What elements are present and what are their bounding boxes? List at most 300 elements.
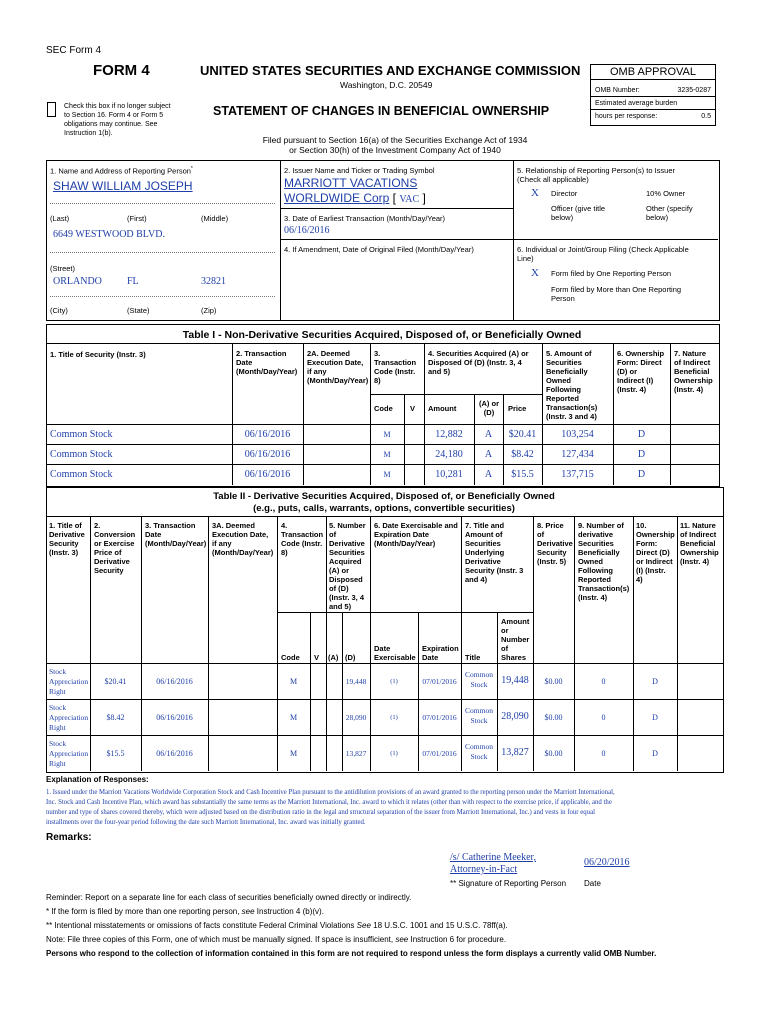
t2-col-conversion bbox=[94, 521, 135, 575]
footer-text: Note: File three copies of this Form, one of which must be manually signed. If space is insufficient, bbox=[46, 935, 396, 944]
divider bbox=[310, 612, 311, 771]
signature-block bbox=[450, 852, 536, 876]
header-line: Form: bbox=[636, 539, 658, 548]
divider bbox=[90, 516, 91, 771]
footer-italic: see bbox=[395, 935, 409, 944]
street-label: (Street) bbox=[50, 264, 76, 273]
box5-label-line: (Check all applicable) bbox=[517, 175, 589, 184]
divider bbox=[280, 160, 281, 320]
title-line: Stock bbox=[49, 667, 67, 676]
signature-line: Attorney-in-Fact bbox=[450, 864, 518, 875]
footer-text: * If the form is filed by more than one reporting person, bbox=[46, 907, 242, 916]
box3-label: 3. Date of Earliest Transaction (Month/Day/Year) bbox=[284, 214, 446, 223]
t1-price: $15.5 bbox=[511, 469, 534, 480]
earliest-transaction-date: 06/16/2016 bbox=[284, 225, 330, 236]
header-line: 10. bbox=[636, 521, 647, 530]
t2-derivative-title bbox=[49, 703, 88, 733]
footer-text: Instruction 6 for procedure. bbox=[408, 935, 507, 944]
t2-sub-d: (D) bbox=[345, 653, 356, 662]
header-line: if any bbox=[212, 539, 232, 548]
t1-code: M bbox=[383, 430, 391, 439]
t2-ownership-form: D bbox=[652, 713, 658, 722]
header-line: (D) bbox=[483, 408, 495, 417]
divider bbox=[46, 444, 719, 445]
t2-conversion-price: $15.5 bbox=[106, 749, 125, 758]
divider bbox=[280, 239, 718, 240]
t2-exercisable-footnote: (1) bbox=[390, 714, 398, 721]
header-line: Securities bbox=[465, 539, 501, 548]
header-line: Reported bbox=[546, 394, 579, 403]
header-line: Underlying bbox=[465, 548, 505, 557]
box1-label bbox=[50, 166, 193, 176]
t1-amount: 12,882 bbox=[435, 429, 463, 440]
header-line: 11. Nature bbox=[680, 521, 716, 530]
divider bbox=[277, 612, 533, 613]
title-line: Common bbox=[465, 670, 493, 679]
header-line: Beneficial bbox=[680, 539, 716, 548]
commission-address: Washington, D.C. 20549 bbox=[340, 80, 433, 90]
header-line: Transaction bbox=[281, 530, 324, 539]
t1-transaction-date: 06/16/2016 bbox=[244, 429, 291, 440]
t1-a-or-d: A bbox=[484, 429, 493, 440]
header-line: 2A. Deemed bbox=[307, 349, 350, 358]
title-line: Right bbox=[49, 723, 66, 732]
header-line: 6. Ownership bbox=[617, 349, 665, 358]
header-line: Transaction(s) bbox=[578, 584, 630, 593]
divider bbox=[613, 343, 614, 485]
header-line: Shares bbox=[501, 653, 527, 662]
t2-underlying-title bbox=[461, 670, 497, 690]
header-line: Security bbox=[537, 548, 567, 557]
divider bbox=[208, 516, 209, 771]
header-line: (I) (Instr. bbox=[636, 566, 666, 575]
remarks-title: Remarks: bbox=[46, 832, 92, 843]
divider bbox=[461, 516, 462, 771]
t2-expiration: 07/01/2016 bbox=[422, 749, 457, 758]
t2-sub-amount-shares bbox=[501, 617, 529, 662]
header-line: Ownership bbox=[636, 530, 675, 539]
t2-expiration: 07/01/2016 bbox=[422, 713, 457, 722]
header-line: 3. Transaction bbox=[145, 521, 196, 530]
more-reporting-persons-label bbox=[551, 285, 681, 303]
issuer-name-line1-link[interactable]: MARRIOTT VACATIONS bbox=[284, 176, 418, 190]
header-line: or Exercise bbox=[94, 539, 135, 548]
commission-title: UNITED STATES SECURITIES AND EXCHANGE COMMISSION bbox=[200, 63, 581, 78]
other-label-line: below) bbox=[646, 213, 669, 222]
officer-label bbox=[551, 204, 605, 222]
header-line: Beneficially bbox=[578, 548, 620, 557]
t1-amount: 24,180 bbox=[435, 449, 463, 460]
other-label-line: Other (specify bbox=[646, 204, 693, 213]
t1-amount: 10,281 bbox=[435, 469, 463, 480]
header-line: if any bbox=[307, 367, 327, 376]
header-line: 5. Number bbox=[329, 521, 366, 530]
first-label: (First) bbox=[127, 214, 147, 223]
omb-hours-label: hours per response: bbox=[595, 113, 658, 120]
issuer-name-line2-link[interactable]: WORLDWIDE Corp bbox=[284, 191, 390, 205]
header-line: 7. Nature bbox=[674, 349, 707, 358]
ten-percent-owner-label: 10% Owner bbox=[646, 189, 686, 198]
title-line: Appreciation bbox=[49, 749, 89, 758]
t1-ownership-form: D bbox=[637, 429, 646, 440]
t2-ownership-form: D bbox=[652, 749, 658, 758]
t2-disposed: 19,448 bbox=[345, 677, 367, 686]
divider bbox=[370, 394, 542, 395]
t2-col-ownership-form bbox=[636, 521, 675, 584]
header-line: (Instr. 4) bbox=[674, 385, 704, 394]
t1-transaction-date: 06/16/2016 bbox=[244, 449, 291, 460]
checkbox-text-line: Check this box if no longer subject bbox=[64, 103, 171, 110]
t2-transaction-date: 06/16/2016 bbox=[156, 713, 193, 722]
t1-price: $20.41 bbox=[508, 429, 537, 440]
more-label-line: Form filed by More than One Reporting bbox=[551, 285, 682, 294]
divider bbox=[533, 516, 534, 771]
divider bbox=[46, 699, 723, 700]
divider bbox=[46, 343, 719, 344]
box6-label-line: Line) bbox=[517, 254, 534, 263]
explanation-line: 1. Issued under the Marriott Vacations Worldwide Corporation Stock and Cash Incentive Plan pursuant to the antidilution provisions of an award granted to the reporting person under the Marriott International, bbox=[46, 789, 615, 796]
t2-col-exercisable bbox=[374, 521, 458, 548]
t2-number-owned: 0 bbox=[601, 713, 606, 722]
header-line: Securities bbox=[578, 539, 614, 548]
header-line: Date bbox=[374, 644, 391, 653]
t2-conversion-price: $8.42 bbox=[106, 713, 125, 722]
checkbox-text-line: obligations may continue. See bbox=[64, 121, 158, 128]
header-line: (Instr. 4) bbox=[617, 385, 647, 394]
divider bbox=[574, 516, 575, 771]
divider bbox=[46, 464, 719, 465]
header-line: Form: Direct bbox=[617, 358, 662, 367]
divider bbox=[418, 612, 419, 771]
omb-number: 3235-0287 bbox=[677, 87, 711, 94]
t2-sub-title: Title bbox=[465, 653, 481, 662]
footer-text: ** Intentional misstatements or omissions of facts constitute Federal Criminal Violations bbox=[46, 921, 357, 930]
header-line: Date bbox=[236, 358, 253, 367]
header-line: of Indirect bbox=[680, 530, 717, 539]
header-line: of Indirect bbox=[674, 358, 711, 367]
footer-note bbox=[46, 935, 506, 944]
t2-underlying-shares: 13,827 bbox=[501, 747, 529, 758]
box2-label: 2. Issuer Name and Ticker or Trading Symbol bbox=[284, 166, 435, 175]
t2-col-transaction-code bbox=[281, 521, 323, 557]
header-line: Following bbox=[578, 566, 613, 575]
t2-code: M bbox=[289, 677, 298, 686]
t2-derivative-price: $0.00 bbox=[544, 713, 563, 722]
form-4-title: FORM 4 bbox=[93, 62, 150, 79]
omb-divider bbox=[591, 109, 715, 110]
header-line: Owned bbox=[578, 557, 604, 566]
footer-italic: See bbox=[356, 921, 371, 930]
t2-ownership-form: D bbox=[652, 677, 658, 686]
header-line: Derivative bbox=[94, 557, 130, 566]
header-line: 3A. Deemed bbox=[212, 521, 255, 530]
header-line: 8. Price bbox=[537, 521, 564, 530]
header-line: derivative bbox=[578, 530, 614, 539]
header-line: Derivative bbox=[465, 557, 501, 566]
title-line: Right bbox=[49, 687, 66, 696]
t2-col-deemed-date bbox=[212, 521, 273, 557]
header-line: Expiration bbox=[422, 644, 459, 653]
omb-divider bbox=[591, 96, 715, 97]
omb-number-label: OMB Number: bbox=[595, 87, 640, 94]
divider bbox=[50, 252, 275, 253]
t2-underlying-title bbox=[461, 742, 497, 762]
divider bbox=[670, 343, 671, 485]
t1-sub-code: Code bbox=[374, 404, 393, 413]
t2-exercisable-footnote: (1) bbox=[390, 678, 398, 685]
t1-security-title: Common Stock bbox=[50, 429, 113, 440]
t2-derivative-price: $0.00 bbox=[544, 677, 563, 686]
box1-label-text: 1. Name and Address of Reporting Person bbox=[50, 166, 191, 176]
header-line: Code (Instr. bbox=[281, 539, 323, 548]
header-line: 7. Title and bbox=[465, 521, 505, 530]
divider bbox=[326, 516, 327, 771]
director-label: Director bbox=[551, 189, 578, 198]
one-reporting-person-checkmark: X bbox=[531, 267, 539, 279]
no-longer-subject-checkbox[interactable] bbox=[47, 102, 56, 117]
title-line: Common bbox=[465, 742, 493, 751]
header-line: 6. Date Exercisable and bbox=[374, 521, 458, 530]
reporting-person-name-link[interactable]: SHAW WILLIAM JOSEPH bbox=[53, 179, 193, 193]
t1-sub-price: Price bbox=[508, 404, 527, 413]
divider bbox=[370, 343, 371, 485]
divider bbox=[280, 208, 513, 209]
table-1-title: Table I - Non-Derivative Securities Acquired, Disposed of, or Beneficially Owned bbox=[182, 329, 582, 341]
t1-sub-a-or-d bbox=[475, 399, 503, 417]
title-line: Stock bbox=[470, 716, 488, 725]
divider bbox=[50, 203, 275, 204]
t1-col-transaction-date bbox=[236, 349, 297, 376]
filed-pursuant-2: or Section 30(h) of the Investment Company Act of 1940 bbox=[289, 145, 501, 155]
t1-owned: 127,434 bbox=[561, 449, 594, 460]
header-line: 8) bbox=[374, 376, 381, 385]
statement-title: STATEMENT OF CHANGES IN BENEFICIAL OWNERSHIP bbox=[213, 104, 550, 118]
t2-number-owned: 0 bbox=[601, 677, 606, 686]
state-label: (State) bbox=[127, 306, 150, 315]
header-line: Securities bbox=[546, 358, 582, 367]
header-line: Amount bbox=[501, 617, 530, 626]
divider bbox=[232, 343, 233, 485]
divider bbox=[633, 516, 634, 771]
box1-asterisk: * bbox=[190, 166, 193, 172]
header-line: Ownership bbox=[674, 376, 713, 385]
t2-underlying-title bbox=[461, 706, 497, 726]
checkbox-instructions bbox=[64, 102, 171, 138]
header-line: 8) bbox=[281, 548, 288, 557]
divider bbox=[46, 735, 723, 736]
header-line: (Month/Day/Year) bbox=[212, 548, 274, 557]
ticker-symbol: VAC bbox=[399, 194, 420, 205]
header-line: Beneficial bbox=[674, 367, 710, 376]
header-line: (Month/Day/Year) bbox=[307, 376, 369, 385]
t2-transaction-date: 06/16/2016 bbox=[156, 677, 193, 686]
t2-sub-a: (A) bbox=[328, 653, 339, 662]
t2-col-transaction-date bbox=[145, 521, 206, 548]
t1-code: M bbox=[383, 450, 391, 459]
header-line: Reported bbox=[578, 575, 611, 584]
t2-col-number-derivative bbox=[329, 521, 366, 611]
explanation-title: Explanation of Responses: bbox=[46, 775, 149, 784]
header-line: Security bbox=[94, 566, 124, 575]
director-checkmark: X bbox=[531, 187, 539, 199]
omb-burden-label: Estimated average burden bbox=[595, 100, 678, 107]
t2-col-number-owned bbox=[578, 521, 629, 602]
divider bbox=[46, 663, 723, 664]
t2-col-price bbox=[537, 521, 573, 566]
header-line: 3. bbox=[374, 349, 381, 358]
header-line: Transaction(s) bbox=[546, 403, 598, 412]
footer-misstatements bbox=[46, 921, 508, 930]
footer-reminder: Reminder: Report on a separate line for each class of securities beneficially owned directly or indirectly. bbox=[46, 893, 412, 902]
explanation-line: Inc. Stock and Cash Incentive Plan, which award has substantially the same terms as the Marriott International, Inc. award to which it relates (other than with respect to the exercise price, if applicable, and the bbox=[46, 799, 612, 806]
table-2-subtitle: (e.g., puts, calls, warrants, options, convertible securities) bbox=[253, 503, 515, 514]
header-line: (Month/Day/Year) bbox=[236, 367, 298, 376]
t2-sub-date-exercisable bbox=[374, 644, 416, 662]
header-line: Expiration Date bbox=[374, 530, 430, 539]
t2-conversion-price: $20.41 bbox=[104, 677, 127, 686]
t2-underlying-shares: 19,448 bbox=[501, 675, 529, 686]
table-2-title: Table II - Derivative Securities Acquired, Disposed of, or Beneficially Owned bbox=[213, 491, 555, 502]
header-line: (A) or bbox=[479, 399, 499, 408]
header-line: (Instr. 5) bbox=[537, 557, 567, 566]
header-line: Disposed Of (D) (Instr. 3, 4 bbox=[428, 358, 522, 367]
divider bbox=[370, 516, 371, 771]
t2-code: M bbox=[289, 749, 298, 758]
explanation-footnote-1 bbox=[46, 788, 726, 828]
header-line: Code (Instr. bbox=[374, 367, 416, 376]
header-line: Derivative bbox=[49, 530, 85, 539]
city-value: ORLANDO bbox=[53, 276, 102, 287]
header-line: Date bbox=[145, 530, 162, 539]
filed-pursuant-1: Filed pursuant to Section 16(a) of the Securities Exchange Act of 1934 bbox=[262, 135, 528, 145]
title-line: Stock bbox=[49, 703, 67, 712]
t2-disposed: 13,827 bbox=[345, 749, 367, 758]
t1-col-amount-owned bbox=[546, 349, 597, 421]
header-line: 4. bbox=[281, 521, 288, 530]
t1-col-nature bbox=[674, 349, 713, 394]
header-line: (Instr. 4) bbox=[578, 593, 608, 602]
t2-exercisable-footnote: (1) bbox=[390, 750, 398, 757]
divider bbox=[50, 296, 275, 297]
checkbox-text-line: to Section 16. Form 4 or Form 5 bbox=[64, 112, 164, 119]
divider bbox=[303, 343, 304, 485]
divider bbox=[46, 516, 723, 517]
title-line: Appreciation bbox=[49, 713, 89, 722]
header-line: of bbox=[537, 530, 545, 539]
footer-text: Instruction 4 (b)(v). bbox=[254, 907, 324, 916]
omb-hours: 0.5 bbox=[701, 113, 711, 120]
state-value: FL bbox=[127, 276, 139, 287]
t1-col-title: 1. Title of Security (Instr. 3) bbox=[50, 350, 146, 359]
t1-col-transaction-code bbox=[374, 349, 416, 385]
header-line: 4) bbox=[636, 575, 643, 584]
t2-number-owned: 0 bbox=[601, 749, 606, 758]
header-line: (Instr. 3) bbox=[49, 548, 79, 557]
header-line: or bbox=[501, 626, 509, 635]
header-line: of bbox=[501, 644, 509, 653]
box6-label-line: 6. Individual or Joint/Group Filing (Check Applicable bbox=[517, 245, 689, 254]
t2-col-title bbox=[49, 521, 85, 557]
t2-expiration: 07/01/2016 bbox=[422, 677, 457, 686]
header-line: (Month/Day/Year) bbox=[145, 539, 207, 548]
title-line: Common bbox=[465, 706, 493, 715]
street-value: 6649 WESTWOOD BLVD. bbox=[53, 229, 165, 240]
t1-col-securities-acquired bbox=[428, 349, 529, 376]
header-line: Beneficially bbox=[546, 367, 588, 376]
header-line: Amount of bbox=[465, 530, 503, 539]
more-label-line: Person bbox=[551, 294, 575, 303]
explanation-line: number and type of shares covered thereby, which were adjusted based on the distribution ratio in the legal and structural separation of the issuer from Marriott International, Inc.) and vests in four equal bbox=[46, 809, 595, 816]
header-line: Securities bbox=[329, 548, 365, 557]
header-line: Transaction bbox=[374, 358, 417, 367]
footer-text: 18 U.S.C. 1001 and 15 U.S.C. 78ff(a). bbox=[370, 921, 508, 930]
title-line: Stock bbox=[49, 739, 67, 748]
other-label bbox=[646, 204, 693, 222]
header-line: Conversion bbox=[94, 530, 136, 539]
box5-label bbox=[517, 166, 675, 184]
header-line: (D) or bbox=[617, 367, 637, 376]
header-line: (Instr. 3 and 4) bbox=[546, 412, 597, 421]
t2-sub-code: Code bbox=[281, 653, 300, 662]
t1-ownership-form: D bbox=[637, 449, 646, 460]
header-line: and 5) bbox=[428, 367, 451, 376]
t2-disposed: 28,090 bbox=[345, 713, 367, 722]
t2-sub-expiration-date bbox=[422, 644, 459, 662]
header-line: of (D) bbox=[329, 584, 349, 593]
header-line: Security bbox=[49, 539, 79, 548]
header-line: Following bbox=[546, 385, 581, 394]
header-line: Security (Instr. 3 bbox=[465, 566, 524, 575]
header-line: (A) or bbox=[329, 566, 349, 575]
t2-code: M bbox=[289, 713, 298, 722]
header-line: Execution Date, bbox=[307, 358, 364, 367]
divider bbox=[277, 516, 278, 771]
officer-label-line: below) bbox=[551, 213, 574, 222]
t2-derivative-title bbox=[49, 739, 88, 769]
city-label: (City) bbox=[50, 306, 68, 315]
explanation-line: installments over the four-year period following the date such Marriott International, Inc. award was initially granted. bbox=[46, 819, 366, 826]
t1-col-ownership-form bbox=[617, 349, 664, 394]
divider bbox=[542, 343, 543, 485]
last-label: (Last) bbox=[50, 214, 70, 223]
box6-label bbox=[517, 245, 689, 263]
header-line: 9. Number of bbox=[578, 521, 624, 530]
checkbox-text-line: Instruction 1(b). bbox=[64, 130, 113, 137]
header-line: 2. Transaction bbox=[236, 349, 287, 358]
header-line: (Instr. 4) bbox=[680, 557, 710, 566]
t2-sub-v: V bbox=[314, 653, 320, 662]
t1-ownership-form: D bbox=[637, 469, 646, 480]
signature-date: 06/20/2016 bbox=[584, 857, 630, 868]
header-line: Derivative bbox=[537, 539, 573, 548]
t2-derivative-price: $0.00 bbox=[544, 749, 563, 758]
box5-label-line: 5. Relationship of Reporting Person(s) to Issuer bbox=[517, 166, 675, 175]
header-line: (Month/Day/Year) bbox=[374, 539, 436, 548]
signature-line: /s/ Catherine Meeker, bbox=[450, 852, 536, 863]
officer-label-line: Officer (give title bbox=[551, 204, 606, 213]
t1-security-title: Common Stock bbox=[50, 449, 113, 460]
divider bbox=[141, 516, 142, 771]
header-line: 5. Amount of bbox=[546, 349, 592, 358]
divider bbox=[46, 424, 719, 425]
omb-approval-title: OMB APPROVAL bbox=[591, 65, 715, 80]
t2-derivative-title bbox=[49, 667, 88, 697]
t1-owned: 103,254 bbox=[561, 429, 594, 440]
header-line: Indirect (I) bbox=[617, 376, 654, 385]
divider bbox=[513, 160, 514, 320]
header-line: and 5) bbox=[329, 602, 352, 611]
t1-price: $8.42 bbox=[511, 449, 534, 460]
